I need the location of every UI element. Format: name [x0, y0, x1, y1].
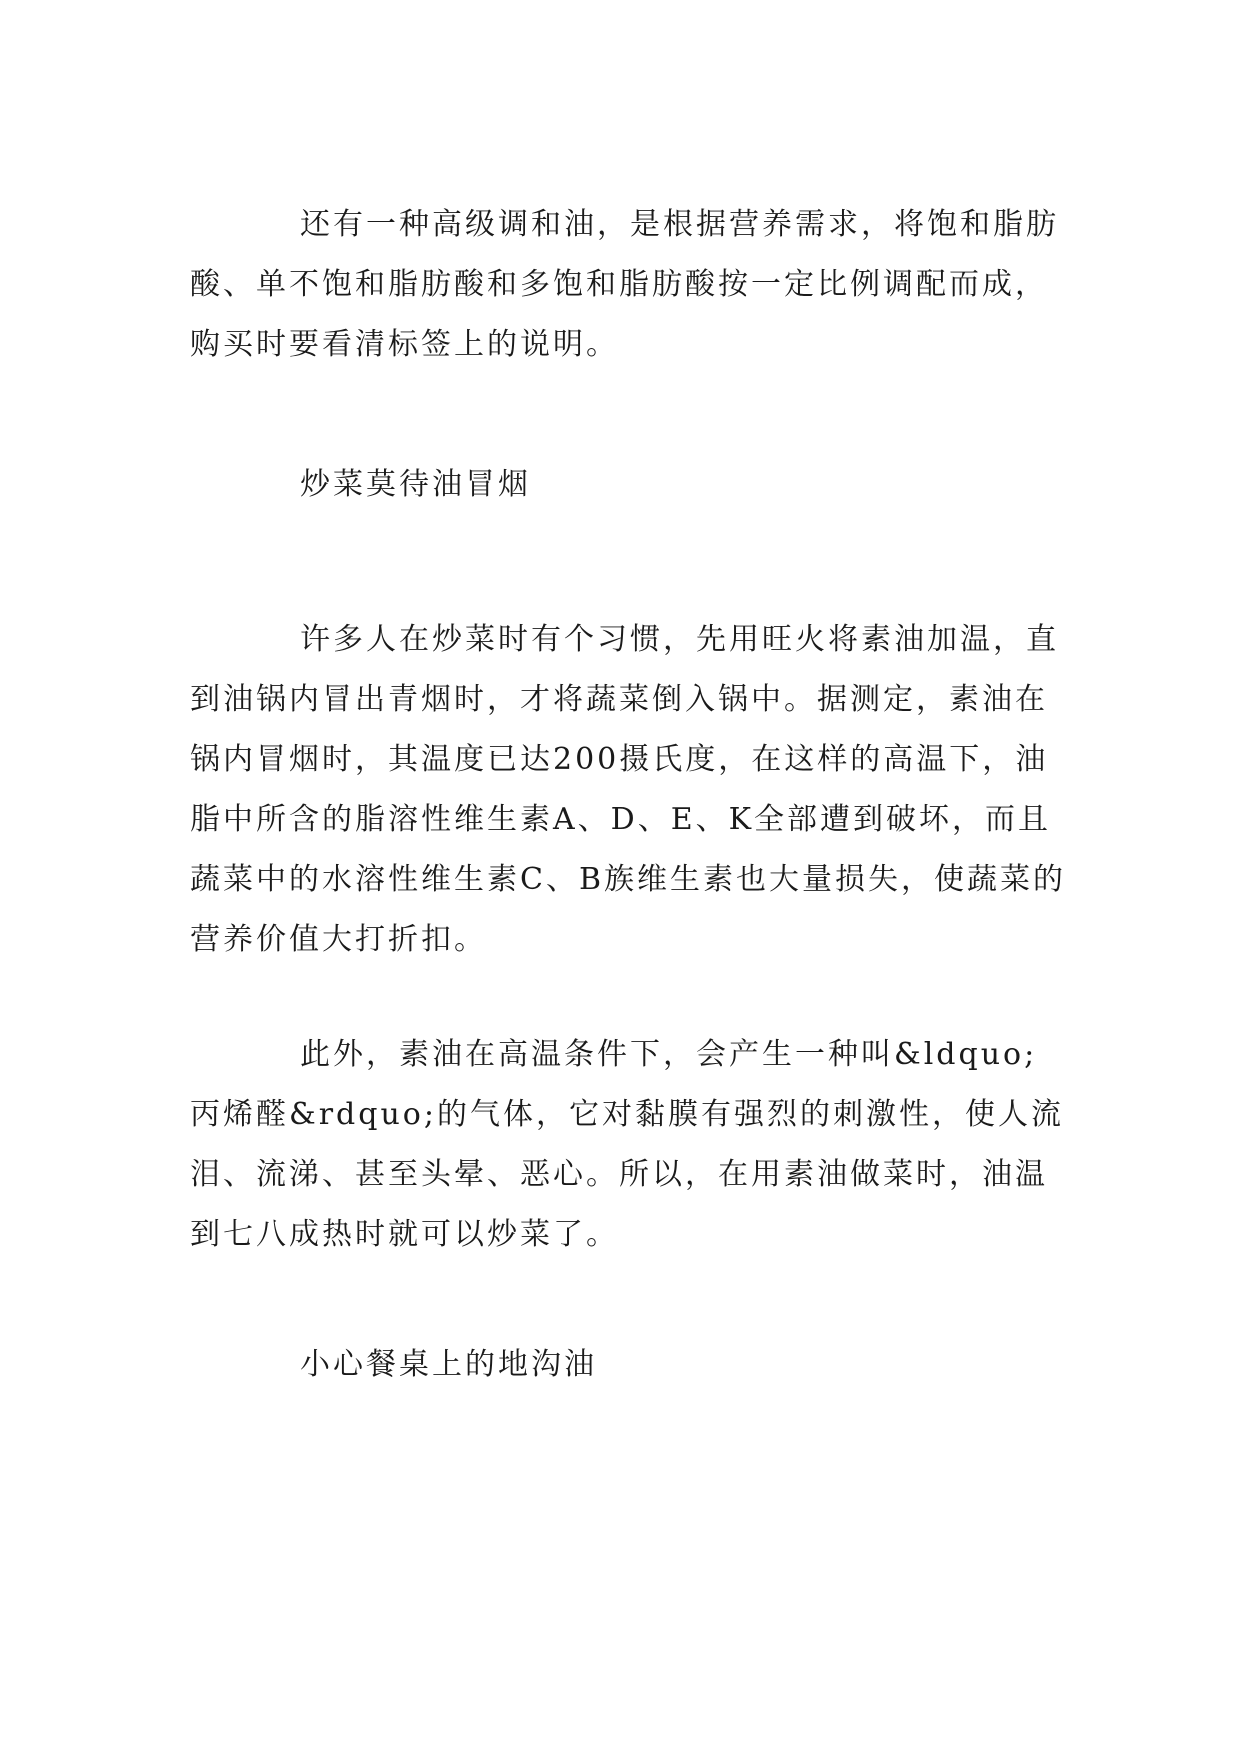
section-heading-gutter-oil: 小心餐桌上的地沟油: [300, 1347, 597, 1382]
paragraph-blended-oil: 还有一种高级调和油，是根据营养需求，将饱和脂肪酸、单不饱和脂肪酸和多饱和脂肪酸按一定比例调配而成，购买时要看清标签上的说明。: [190, 207, 1059, 362]
paragraph-smoking-oil: 许多人在炒菜时有个习惯，先用旺火将素油加温，直到油锅内冒出青烟时，才将蔬菜倒入锅中。据测定，素油在锅内冒烟时，其温度已达200摄氏度，在这样的高温下，油脂中所含的脂溶性维生素A、D、E、K全部遭到破坏，而且蔬菜中的水溶性维生素C、B族维生素也大量损失，使蔬菜的营养价值大打折扣。: [190, 622, 1066, 957]
section-heading-smoke: 炒菜莫待油冒烟: [300, 467, 531, 502]
paragraph-acrolein: 此外，素油在高温条件下，会产生一种叫&ldquo;丙烯醛&rdquo;的气体，它对黏膜有强烈的刺激性，使人流泪、流涕、甚至头晕、恶心。所以，在用素油做菜时，油温到七八成热时就可以炒菜了。: [190, 1037, 1064, 1252]
